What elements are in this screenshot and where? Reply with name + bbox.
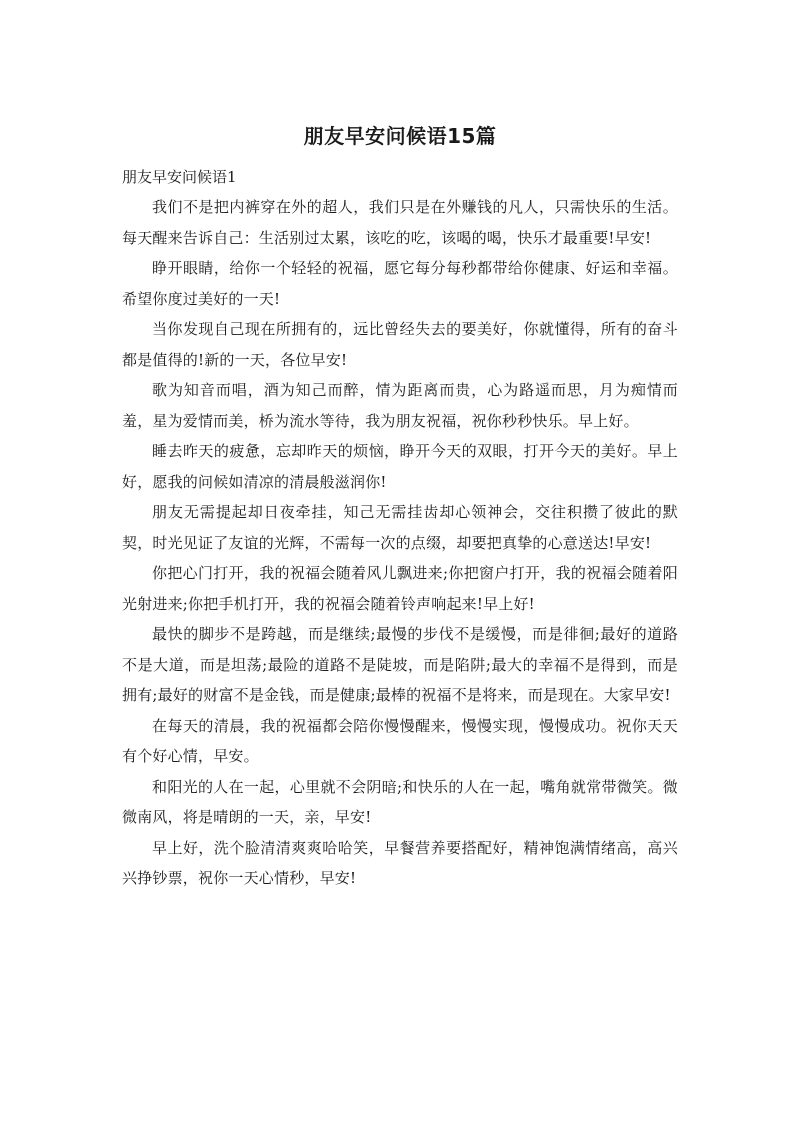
paragraph-10: 和阳光的人在一起，心里就不会阴暗;和快乐的人在一起，嘴角就常带微笑。微微南风，将是晴朗的一天，亲，早安! [122,777,678,826]
paragraph-11: 早上好，洗个脸清清爽爽哈哈笑，早餐营养要搭配好，精神饱满情绪高，高兴兴挣钞票，祝你一天心情秒，早安! [122,838,678,887]
paragraph-1: 我们不是把内裤穿在外的超人，我们只是在外赚钱的凡人，只需快乐的生活。每天醒来告诉自己：生活别过太累，该吃的吃，该喝的喝，快乐才最重要!早安! [122,198,678,247]
paragraph-8: 最快的脚步不是跨越，而是继续;最慢的步伐不是缓慢，而是徘徊;最好的道路不是大道，而是坦荡;最险的道路不是陡坡，而是陷阱;最大的幸福不是得到，而是拥有;最好的财富不是金钱，而是健康;最棒的祝福不是将来，而是现在。大家早安! [122,625,678,704]
paragraph-4: 歌为知音而唱，酒为知己而醉，情为距离而贵，心为路遥而思，月为痴情而羞，星为爱情而美，桥为流水等待，我为朋友祝福，祝你秒秒快乐。早上好。 [122,381,678,430]
paragraph-9: 在每天的清晨，我的祝福都会陪你慢慢醒来，慢慢实现，慢慢成功。祝你天天有个好心情，早安。 [122,716,678,765]
paragraph-5: 睡去昨天的疲惫，忘却昨天的烦恼，睁开今天的双眼，打开今天的美好。早上好，愿我的问候如清凉的清晨般滋润你! [122,442,678,491]
paragraph-7: 你把心门打开，我的祝福会随着风儿飘进来;你把窗户打开，我的祝福会随着阳光射进来;你把手机打开，我的祝福会随着铃声响起来!早上好! [122,564,678,613]
section-heading: 朋友早安问候语1 [122,168,237,186]
document-title: 朋友早安问候语15篇 [303,124,497,148]
paragraph-3: 当你发现自己现在所拥有的，远比曾经失去的要美好，你就懂得，所有的奋斗都是值得的!新的一天，各位早安! [122,320,678,369]
paragraph-6: 朋友无需提起却日夜牵挂，知己无需挂齿却心领神会，交往积攒了彼此的默契，时光见证了友谊的光辉，不需每一次的点缀，却要把真挚的心意送达!早安! [122,503,678,552]
paragraph-2: 睁开眼睛，给你一个轻轻的祝福，愿它每分每秒都带给你健康、好运和幸福。希望你度过美好的一天! [122,259,678,308]
